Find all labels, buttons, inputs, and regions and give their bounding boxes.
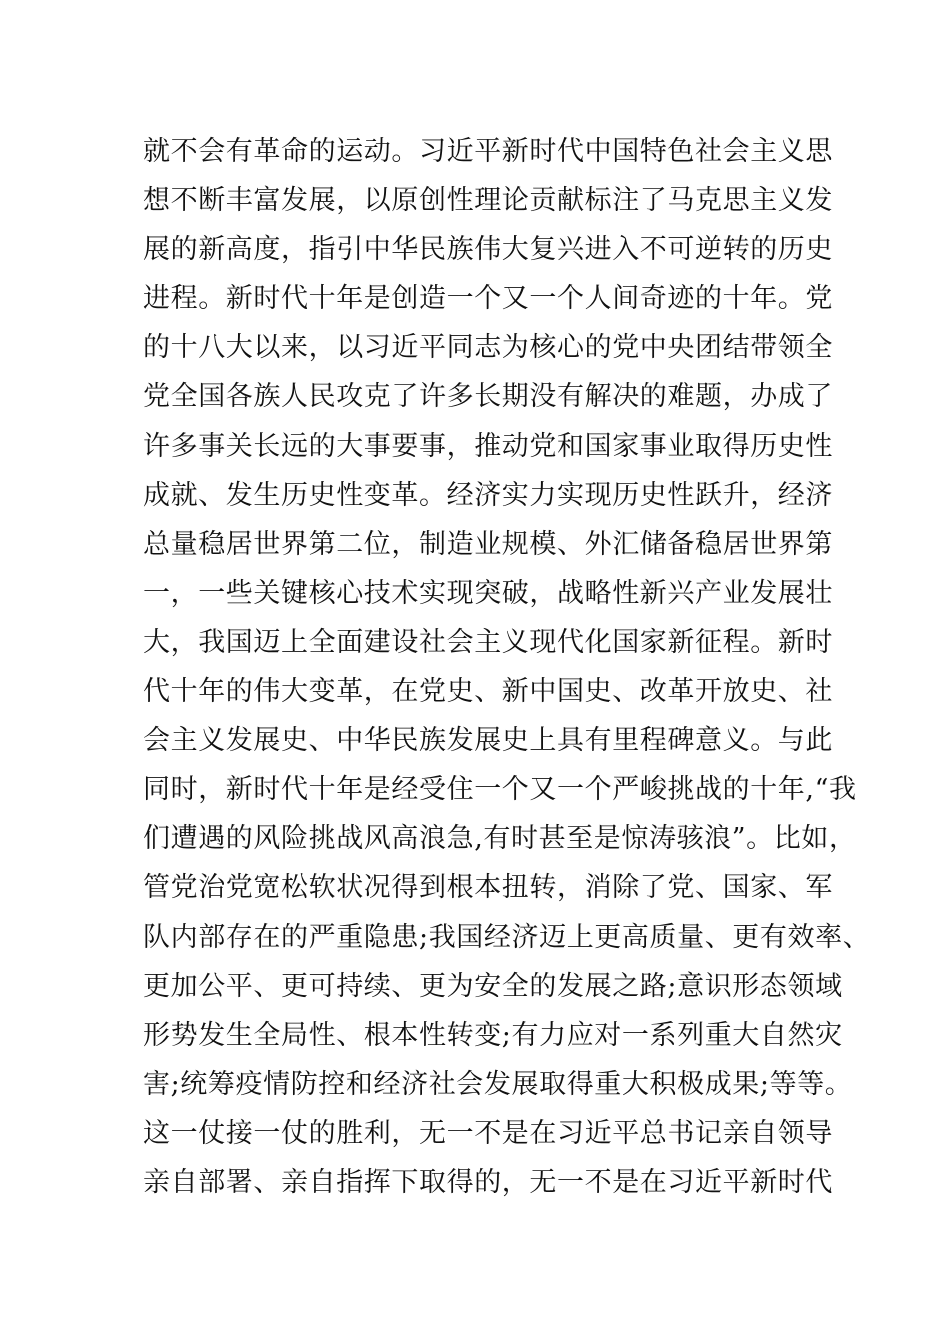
text-line: 形势发生全局性、根本性转变;有力应对一系列重大自然灾	[143, 1019, 843, 1051]
text-line: 一，一些关键核心技术实现突破，战略性新兴产业发展壮	[143, 577, 833, 609]
text-line: 的十八大以来，以习近平同志为核心的党中央团结带领全	[143, 332, 833, 364]
text-line: 就不会有革命的运动。习近平新时代中国特色社会主义思	[143, 136, 833, 167]
text-line: 想不断丰富发展，以原创性理论贡献标注了马克思主义发	[143, 185, 833, 217]
text-line: 进程。新时代十年是创造一个又一个人间奇迹的十年。党	[143, 283, 833, 315]
text-line: 党全国各族人民攻克了许多长期没有解决的难题，办成了	[143, 381, 833, 413]
text-line: 们遭遇的风险挑战风高浪急,有时甚至是惊涛骇浪”。比如，	[143, 823, 857, 855]
text-line: 总量稳居世界第二位，制造业规模、外汇储备稳居世界第	[143, 528, 833, 560]
text-line: 队内部存在的严重隐患;我国经济迈上更高质量、更有效率、	[143, 921, 871, 953]
text-line: 许多事关长远的大事要事，推动党和国家事业取得历史性	[143, 430, 833, 462]
text-line: 管党治党宽松软状况得到根本扭转，消除了党、国家、军	[143, 872, 833, 904]
body-text	[143, 127, 871, 1207]
text-line: 亲自部署、亲自指挥下取得的，无一不是在习近平新时代	[143, 1166, 833, 1198]
text-line: 这一仗接一仗的胜利，无一不是在习近平总书记亲自领导	[143, 1117, 833, 1149]
text-line: 代十年的伟大变革，在党史、新中国史、改革开放史、社	[143, 676, 833, 708]
text-line: 成就、发生历史性变革。经济实力实现历史性跃升，经济	[143, 479, 833, 511]
text-line: 害;统筹疫情防控和经济社会发展取得重大积极成果;等等。	[143, 1068, 853, 1100]
text-line: 大，我国迈上全面建设社会主义现代化国家新征程。新时	[143, 626, 833, 658]
text-line: 同时，新时代十年是经受住一个又一个严峻挑战的十年,“我	[143, 774, 857, 806]
text-line: 展的新高度，指引中华民族伟大复兴进入不可逆转的历史	[143, 234, 833, 266]
text-line: 更加公平、更可持续、更为安全的发展之路;意识形态领域	[143, 970, 843, 1002]
text-line: 会主义发展史、中华民族发展史上具有里程碑意义。与此	[143, 725, 833, 757]
